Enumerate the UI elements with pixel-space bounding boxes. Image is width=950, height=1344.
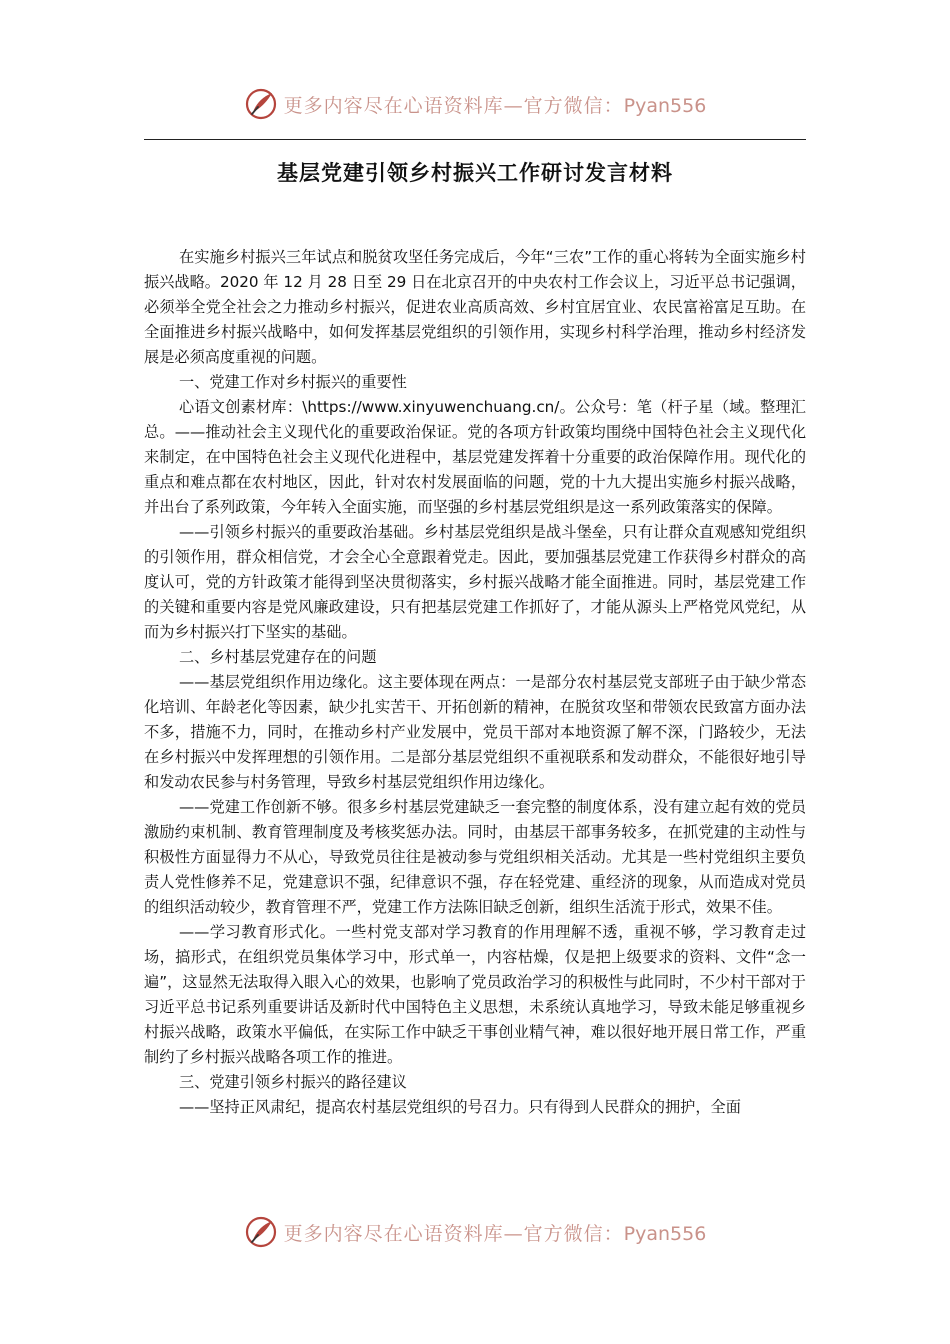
section-heading: 二、乡村基层党建存在的问题 [178,648,377,666]
paragraph: ——党建工作创新不够。很多乡村基层党建缺乏一套完整的制度体系，没有建立起有效的党员激励约束机制、教育管理制度及考核奖惩办法。同时，由基层干部事务较多，在抓党建的主动性与积极性方面显得力不从心，导致党员往往是被动参与党组织相关活动。尤其是一些村党组织主要负责人党性修养不足，党建意识不强，纪律意识不强，存在轻党建、重经济的现象，从而造成对党员的组织活动较少，教育管理不严，党建工作方法陈旧缺乏创新，组织生活流于形式，效果不佳。 [144,798,806,916]
page-title: 基层党建引领乡村振兴工作研讨发言材料 [277,161,673,185]
paragraph: 在实施乡村振兴三年试点和脱贫攻坚任务完成后，今年“三农”工作的重心将转为全面实施乡村振兴战略。2020 年 12 月 28 日至 29 日在北京召开的中央农村工作会议上，习近平总书记强调，必须举全党全社会之力推动乡村振兴，促进农业高质高效、乡村宜居宜业、农民富裕富足互助。在全面推进乡村振兴战略中，如何发挥基层党组织的引领作用，实现乡村科学治理，推动乡村经济发展是必须高度重视的问题。 [144,248,806,366]
banner-text [284,91,707,118]
wechat-id: Pyan556 [623,94,707,117]
quill-logo-icon [244,87,278,121]
section-heading: 三、党建引领乡村振兴的路径建议 [178,1073,407,1091]
header-divider [144,139,806,140]
paragraph: ——学习教育形式化。一些村党支部对学习教育的作用理解不透，重视不够，学习教育走过场，搞形式，在组织党员集体学习中，形式单一，内容枯燥，仅是把上级要求的资料、文件“念一遍”，这显然无法取得入眼入心的效果，也影响了党员政治学习的积极性与此同时，不少村干部对于习近平总书记系列重要讲话及新时代中国特色主义思想，未系统认真地学习，导致未能足够重视乡村振兴战略，政策水平偏低，在实际工作中缺乏干事创业精气神，难以很好地开展日常工作，严重制约了乡村振兴战略各项工作的推进。 [144,923,806,1066]
paragraph: ——基层党组织作用边缘化。这主要体现在两点：一是部分农村基层党支部班子由于缺少常态化培训、年龄老化等因素，缺少扎实苦干、开拓创新的精神，在脱贫攻坚和带领农民致富方面办法不多，措施不力，同时，在推动乡村产业发展中，党员干部对本地资源了解不深，门路较少，无法在乡村振兴中发挥理想的引领作用。二是部分基层党组织不重视联系和发动群众，不能很好地引导和发动农民参与村务管理，导致乡村基层党组织作用边缘化。 [144,673,806,791]
banner-label: 更多内容尽在心语资料库—官方微信： [283,1222,624,1245]
quill-logo-icon [244,1215,278,1249]
paragraph: ——坚持正风肃纪，提高农村基层党组织的号召力。只有得到人民群众的拥护，全面 [178,1098,741,1116]
wechat-id: Pyan556 [623,1222,707,1245]
footer-banner [0,1212,950,1252]
document-body [144,245,806,1120]
banner-text [284,1219,707,1246]
header-banner [0,84,950,124]
banner-label: 更多内容尽在心语资料库—官方微信： [283,94,624,117]
section-heading: 一、党建工作对乡村振兴的重要性 [178,373,407,391]
paragraph: ——引领乡村振兴的重要政治基础。乡村基层党组织是战斗堡垒，只有让群众直观感知党组织的引领作用，群众相信党，才会全心全意跟着党走。因此，要加强基层党建工作获得乡村群众的高度认可，党的方针政策才能得到坚决贯彻落实，乡村振兴战略才能全面推进。同时，基层党建工作的关键和重要内容是党风廉政建设，只有把基层党建工作抓好了，才能从源头上严格党风党纪，从而为乡村振兴打下坚实的基础。 [144,523,806,641]
paragraph: 心语文创素材库：\https://www.xinyuwenchuang.cn/。公众号：笔（杆子星（域。整理汇总。——推动社会主义现代化的重要政治保证。党的各项方针政策均围绕中国特色社会主义现代化来制定，在中国特色社会主义现代化进程中，基层党建发挥着十分重要的政治保障作用。现代化的重点和难点都在农村地区，因此，针对农村发展面临的问题，党的十九大提出实施乡村振兴战略，并出台了系列政策，今年转入全面实施，而坚强的乡村基层党组织是这一系列政策落实的保障。 [144,398,806,516]
